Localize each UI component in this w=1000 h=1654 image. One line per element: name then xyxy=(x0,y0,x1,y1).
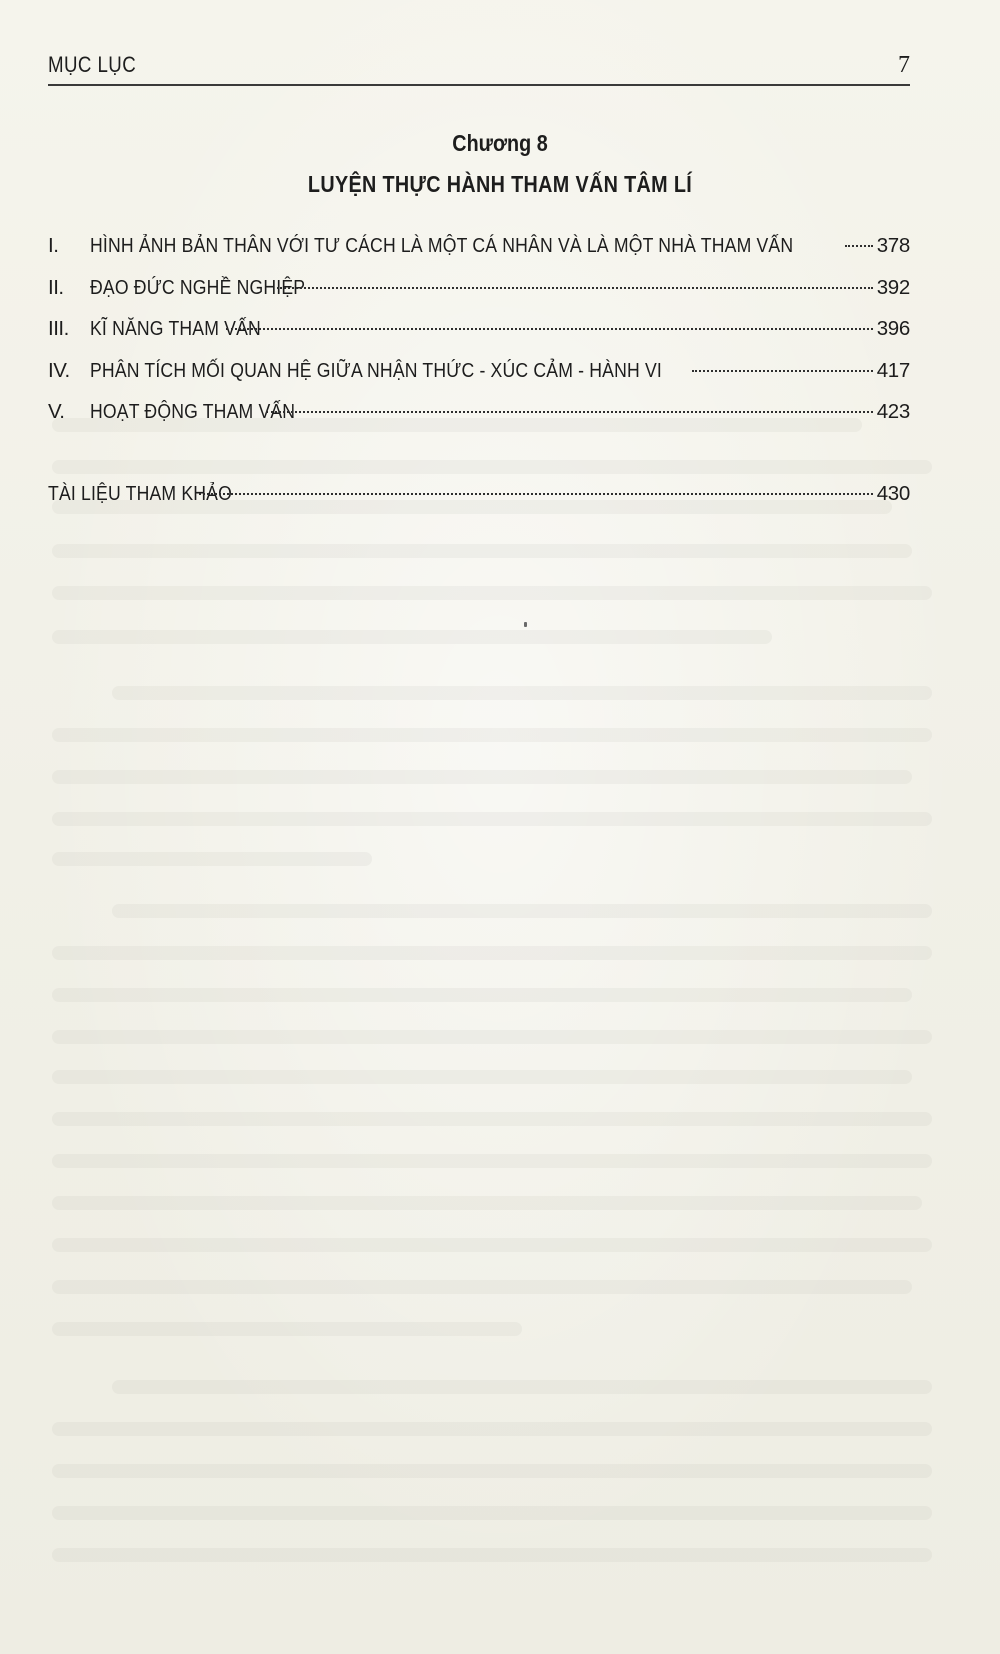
toc-entry-title: ĐẠO ĐỨC NGHỀ NGHIỆP xyxy=(90,275,306,299)
toc-entry-page: 392 xyxy=(876,275,910,299)
toc-entry[interactable] xyxy=(48,317,910,359)
toc-entry[interactable] xyxy=(48,276,910,318)
toc-entry-number: I. xyxy=(48,234,59,257)
toc-entry-page: 423 xyxy=(876,400,910,423)
print-speck xyxy=(524,622,527,627)
dot-leader xyxy=(266,410,873,413)
toc-entry-number: IV. xyxy=(48,358,70,382)
toc-entry-title: KĨ NĂNG THAM VẤN xyxy=(90,317,261,340)
toc-entry[interactable] xyxy=(48,359,910,401)
references-page: 430 xyxy=(876,481,910,505)
page-number: 7 xyxy=(898,52,910,78)
running-title: MỤC LỤC xyxy=(48,52,137,77)
dot-leader xyxy=(277,286,872,289)
running-header xyxy=(48,50,910,86)
dot-leader xyxy=(692,369,873,372)
toc-entry-title: HOẠT ĐỘNG THAM VẤN xyxy=(90,400,296,423)
chapter-heading xyxy=(0,130,1000,198)
toc-entry-page: 417 xyxy=(876,358,910,382)
toc-entry-number: III. xyxy=(48,317,69,340)
toc-entry-number: II. xyxy=(48,275,64,299)
toc-entry-references[interactable] xyxy=(48,482,910,524)
references-title: TÀI LIỆU THAM KHẢO xyxy=(48,481,233,505)
chapter-title: LUYỆN THỰC HÀNH THAM VẤN TÂM LÍ xyxy=(307,171,693,197)
toc-entry-title: HÌNH ẢNH BẢN THÂN VỚI TƯ CÁCH LÀ MỘT CÁ NHÂN VÀ LÀ MỘT NHÀ THAM VẤN xyxy=(90,234,794,257)
toc-entry-page: 378 xyxy=(876,234,910,257)
dot-leader xyxy=(845,244,873,247)
toc-entry[interactable] xyxy=(48,234,910,276)
dot-leader xyxy=(226,327,873,330)
toc-entry[interactable] xyxy=(48,400,910,442)
toc-entry-number: V. xyxy=(48,400,65,423)
dot-leader xyxy=(199,492,873,495)
toc-entry-page: 396 xyxy=(876,317,910,340)
chapter-number: Chương 8 xyxy=(452,130,548,156)
toc-entry-title: PHÂN TÍCH MỐI QUAN HỆ GIỮA NHẬN THỨC - XÚC CẢM - HÀNH VI xyxy=(90,358,662,382)
table-of-contents xyxy=(48,234,910,523)
